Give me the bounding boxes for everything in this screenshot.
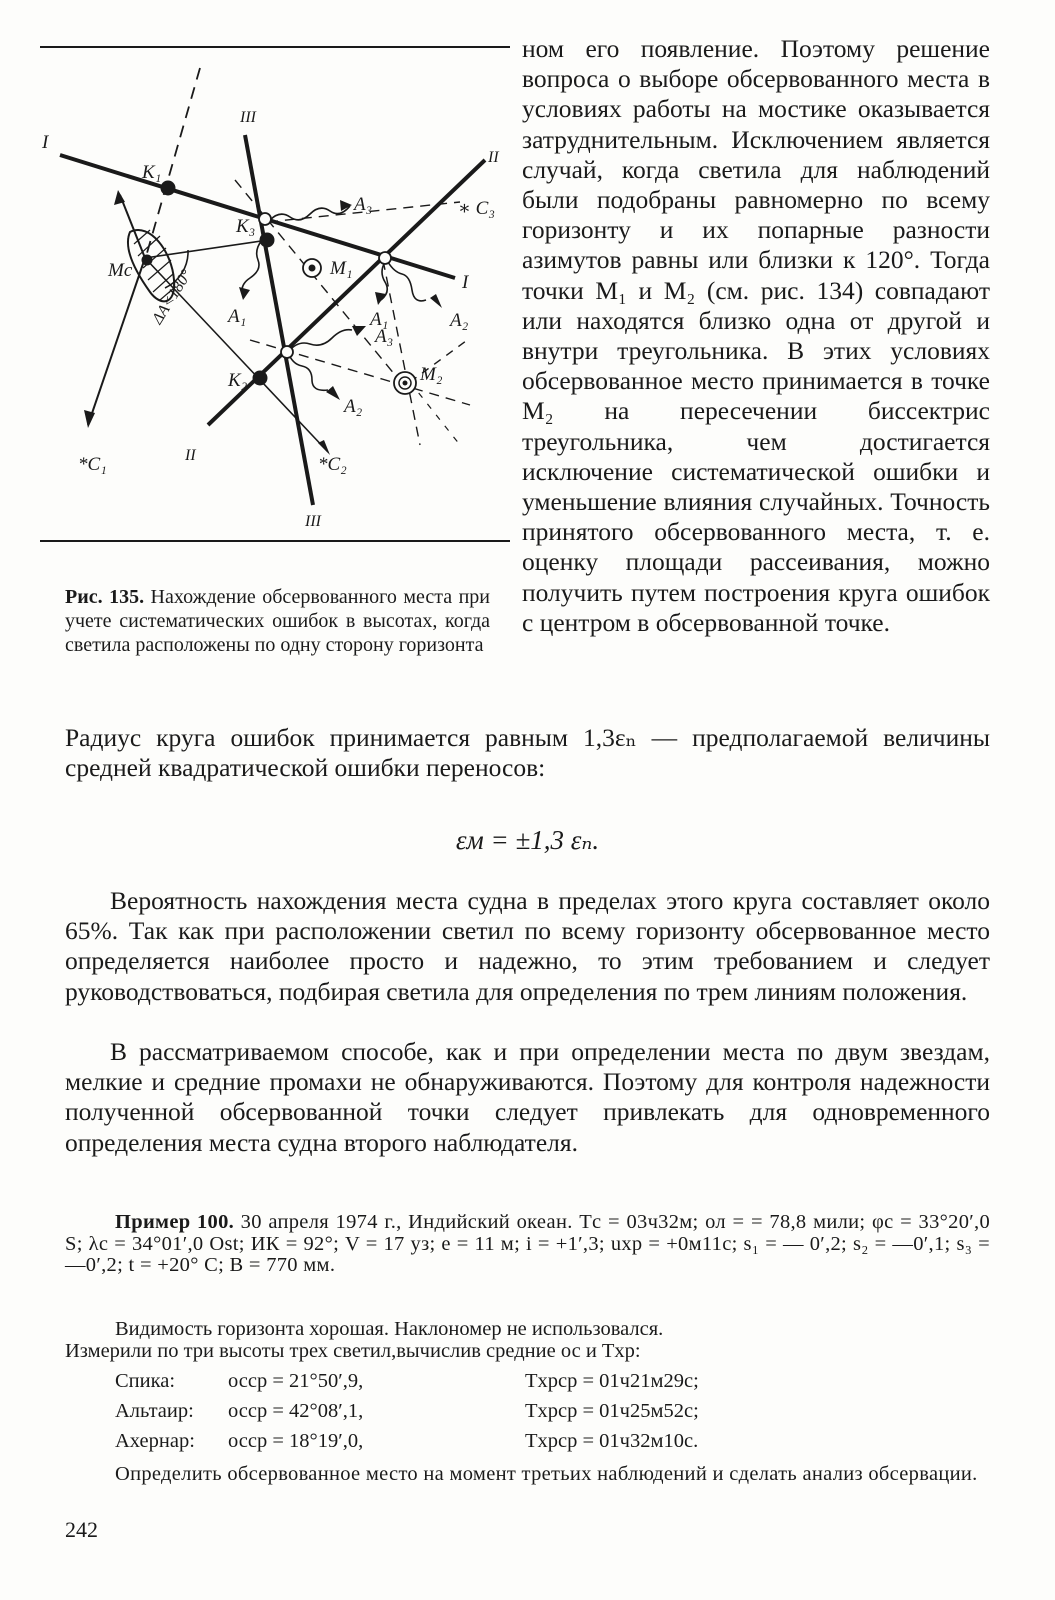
arrow-head-a1-right — [375, 292, 386, 305]
label-m1: M₁ — [330, 258, 353, 279]
arrow-head-c1 — [84, 410, 95, 428]
label-a2-bottom: A₂ — [344, 396, 363, 417]
label-k3: K₃ — [236, 216, 256, 237]
label-I-right: I — [462, 272, 469, 293]
radius-paragraph: Радиус круга ошибок принимается равным 1,3εₙ — предполагаемой величины средней квадратической ошибки переносов: — [65, 723, 990, 783]
star-name-3: Ахернар: — [115, 1430, 195, 1452]
label-mc: Mс — [108, 260, 133, 281]
label-II-top: II — [488, 149, 499, 166]
label-c3: ∗ C₃ — [458, 198, 495, 219]
method-paragraph: В рассматриваемом способе, как и при определении места по двум звездам, мелкие и средние промахи не обнаруживаются. Поэтому для контроля надежности полученной обсервованной точки следует привлекать для одновременного определения места судна второго наблюдателя. — [65, 1037, 990, 1157]
dashed-bisector-3 — [383, 260, 420, 445]
label-k1: K₁ — [142, 162, 162, 183]
label-m2: M₂ — [420, 364, 443, 385]
point-k1 — [161, 181, 176, 196]
figure-caption — [65, 585, 490, 657]
point-mc — [142, 255, 153, 266]
vertex-ii-iii-circle — [281, 346, 293, 358]
arrow-head-a2-bottom — [326, 386, 340, 400]
star-oc-2: осср = 42°08′,1, — [228, 1400, 364, 1422]
point-m2-inner — [403, 381, 408, 386]
label-a3-top: A₃ — [354, 194, 373, 215]
star-oc-1: осср = 21°50′,9, — [228, 1370, 364, 1392]
arrow-head-a2-right — [430, 294, 442, 308]
label-III-top: III — [240, 109, 256, 126]
example-visibility: Видимость горизонта хорошая. Наклономер не использовался. — [115, 1318, 664, 1340]
arrow-head-a3-mid — [352, 326, 366, 336]
star-t-1: Tхрср = 01ч21м29с; — [525, 1370, 699, 1392]
point-k3 — [260, 233, 275, 248]
figure-caption-text: Нахождение обсервованного места при учете систематических ошибок в высотах, когда светила расположены по одну сторону горизонта — [65, 586, 490, 656]
right-column-text — [522, 34, 990, 638]
bearing-line-up — [120, 195, 145, 258]
label-a3-mid: A₃ — [375, 326, 394, 347]
arrow-head-a1-left — [239, 287, 250, 300]
label-I-left: I — [42, 132, 49, 153]
vertex-i-ii-circle — [379, 252, 391, 264]
example-measured: Измерили по три высоты трех светил,вычислив средние ос и Tхр: — [65, 1340, 641, 1362]
example-conditions: 30 апреля 1974 г., Индийский океан. Tс = 03ч32м; ол = = 78,8 мили; φс = 33°20′,0 S; λс = 34°01′,0 Ost; ИК = 92°; V = 17 уз; e = 11 м; i = +1′,3; uхр = +0м11с; s₁ = — 0′,2; s₂ = —0′,1; s₃ = —0′,2; t = +20° C; B = 770 мм. — [65, 1211, 991, 1276]
label-a1-left: A₁ — [228, 306, 247, 327]
star-name-1: Спика: — [115, 1370, 176, 1392]
figure-135-diagram — [40, 40, 510, 550]
bearing-line-c1 — [88, 258, 145, 425]
star-t-2: Tхрср = 01ч25м52с; — [525, 1400, 699, 1422]
point-k2 — [253, 371, 268, 386]
point-m1-inner — [309, 265, 316, 272]
position-line-II — [208, 160, 485, 425]
example-lead: Пример 100. — [115, 1211, 235, 1233]
formula-error-radius: εм = ±1,3 εₙ. — [455, 825, 600, 855]
example-task: Определить обсервованное место на момент третьих наблюдений и сделать анализ обсервации. — [115, 1463, 978, 1485]
star-name-2: Альтаир: — [115, 1400, 194, 1422]
star-oc-3: осср = 18°19′,0, — [228, 1430, 364, 1452]
probability-paragraph: Вероятность нахождения места судна в пределах этого круга составляет около 65%. Так как при расположении светил по всему горизонту обсервованное место определяется наиболее просто и надежно, то этим требованием и следует руководствоваться, подбирая светила для определения по трем линиям положения. — [65, 886, 990, 1006]
figure-caption-lead: Рис. 135. — [65, 586, 145, 608]
label-angle: ΔA<180° — [148, 266, 196, 328]
label-k2: K₂ — [228, 370, 248, 391]
star-t-3: Tхрср = 01ч32м10с. — [525, 1430, 699, 1452]
label-II-bottom: II — [185, 447, 196, 464]
example-paragraph — [65, 1212, 990, 1277]
position-line-III — [245, 135, 313, 505]
vertex-k3-circle — [259, 213, 271, 225]
label-a1-right: A₁ — [370, 309, 389, 330]
label-c1: *C₁ — [78, 454, 107, 475]
label-a2-right: A₂ — [450, 310, 469, 331]
arrow-head-c2 — [318, 440, 330, 455]
label-c2: *C₂ — [318, 454, 347, 475]
right-column-paragraph: ном его появление. Поэтому решение вопроса о выборе обсервованного места в условиях работы на мостике оказывается затруднительным. Исключением является случай, когда светила для наблюдений были подобраны равномерно по всему горизонту и их попарные разности азимутов равны или близки к 120°. Тогда точки M₁ и M₂ (см. рис. 134) совпадают или находятся близко одна от другой и внутри треугольника. В этих условиях обсервованное место принимается в точке M₂ на пересечении биссектрис треугольника, чем достигается исключение систематической ошибки и уменьшение влияния случайных. Точность принятого обсервованного места, т. е. оценку площади рассеивания, можно получить путем построения круга ошибок с центром в обсервованной точке. — [522, 34, 990, 637]
page-number: 242 — [65, 1517, 98, 1542]
label-III-bottom: III — [305, 513, 321, 530]
